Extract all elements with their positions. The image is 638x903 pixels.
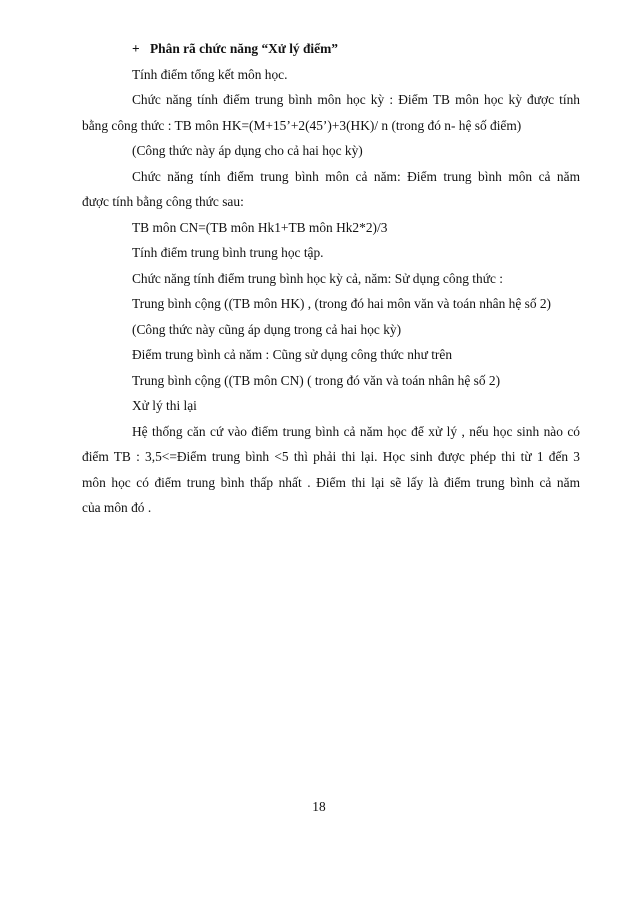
paragraph-line: được tính bằng công thức sau:	[82, 194, 244, 209]
page-body	[82, 36, 580, 521]
paragraph-line: Tính điểm tổng kết môn học.	[132, 66, 288, 82]
paragraph-line: môn học có điểm trung bình thấp nhất . Điểm thi lại sẽ lấy là điểm trung bình cả năm	[82, 474, 580, 490]
paragraph-line: của môn đó .	[82, 500, 152, 515]
heading-text: Phân rã chức năng “Xử lý điểm”	[150, 41, 338, 56]
heading-bullet: +	[132, 41, 140, 56]
paragraph-line: Xử lý thi lại	[132, 398, 197, 413]
paragraph-line: Trung bình cộng ((TB môn HK) , (trong đó hai môn văn và toán nhân hệ số 2)	[132, 296, 552, 311]
paragraph-line: Chức năng tính điểm trung bình học kỳ cả, năm: Sử dụng công thức :	[132, 270, 503, 286]
paragraph-line: Chức năng tính điểm trung bình môn học kỳ : Điểm TB môn học kỳ được tính	[132, 92, 580, 107]
page-number: 18	[312, 799, 326, 814]
paragraph-line: Điểm trung bình cả năm : Cũng sử dụng công thức như trên	[132, 347, 453, 362]
section-heading	[82, 36, 580, 62]
paragraph-line: Chức năng tính điểm trung bình môn cả năm: Điểm trung bình môn cả năm	[132, 168, 580, 184]
paragraph-line: Trung bình cộng ((TB môn CN) ( trong đó văn và toán nhân hệ số 2)	[132, 372, 501, 388]
paragraph-line: TB môn CN=(TB môn Hk1+TB môn Hk2*2)/3	[132, 219, 388, 235]
paragraph-line: (Công thức này áp dụng cho cả hai học kỳ)	[132, 143, 363, 158]
paragraph-line: bằng công thức : TB môn HK=(M+15’+2(45’)+3(HK)/ n (trong đó n- hệ số điểm)	[82, 117, 522, 133]
paragraph-line: Tính điểm trung bình trung học tập.	[132, 245, 324, 260]
paragraph-line: điểm TB : 3,5<=Điểm trung bình <5 thì phải thi lại. Học sinh được phép thi từ 1 đến 3	[82, 449, 580, 464]
paragraph-line: (Công thức này cũng áp dụng trong cả hai học kỳ)	[132, 321, 402, 337]
paragraph-line: Hệ thống căn cứ vào điểm trung bình cả năm học để xử lý , nếu học sinh nào có	[132, 423, 580, 439]
